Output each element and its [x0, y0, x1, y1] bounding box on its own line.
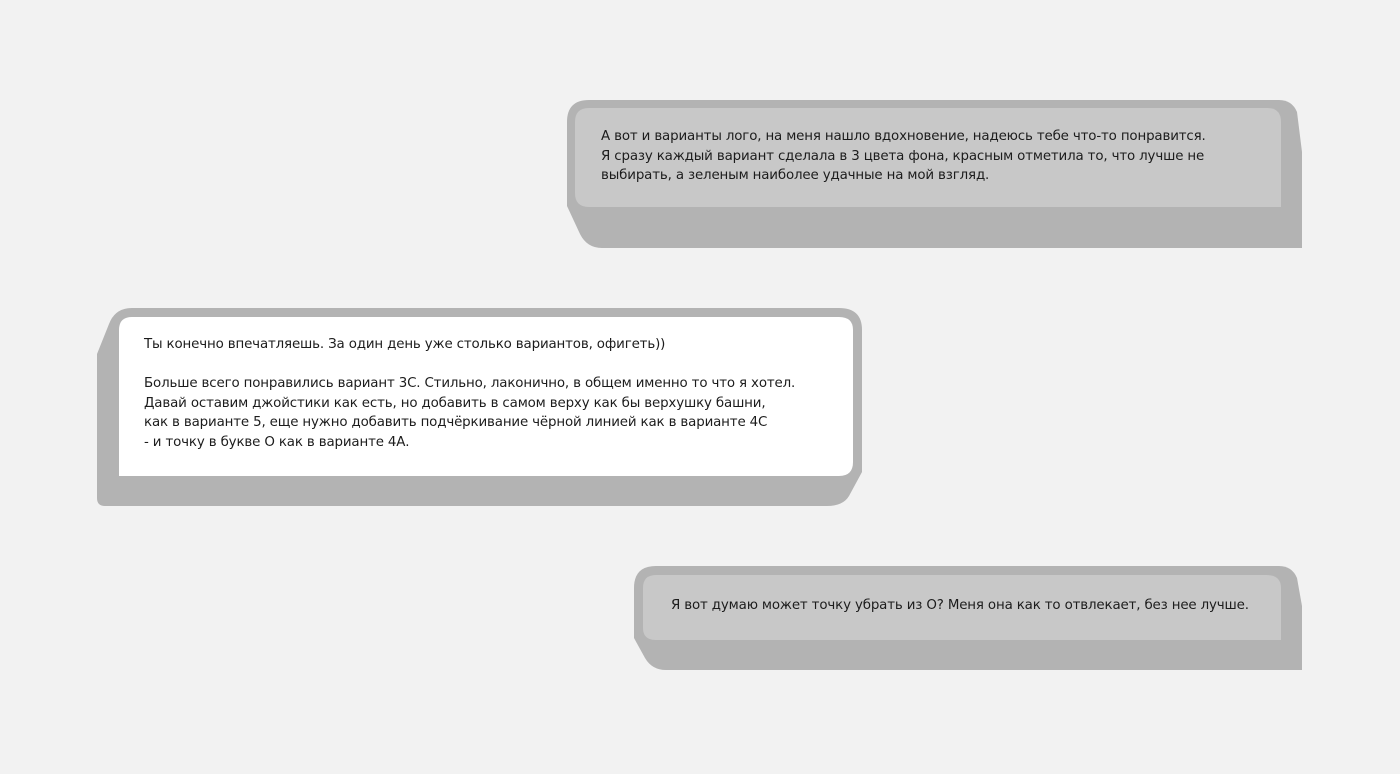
message-outgoing[interactable]	[634, 566, 1302, 670]
message-text: А вот и варианты лого, на меня нашло вдохновение, надеюсь тебе что-то понравится. Я сразу каждый вариант сделала в 3 цвета фона, красным отметила то, что лучше не выбирать, а зеленым наиболее удачные на мой взгляд.	[601, 129, 1206, 184]
message-text: Ты конечно впечатляешь. За один день уже столько вариантов, офигеть)) Больше всего понравились вариант 3С. Стильно, лаконично, в общем именно то что я хотел. Давай оставим джойстики как есть, но добавить в самом верху как бы верхушку башни, как в варианте 5, еще нужно добавить подчёркивание чёрной линией как в варианте 4С - и точку в букве О как в варианте 4А.	[144, 337, 796, 450]
message-bubble-shape	[634, 566, 1302, 670]
message-outgoing[interactable]	[567, 100, 1302, 248]
message-text: Я вот думаю может точку убрать из О? Меня она как то отвлекает, без нее лучше.	[671, 598, 1249, 613]
message-incoming[interactable]	[97, 308, 862, 506]
